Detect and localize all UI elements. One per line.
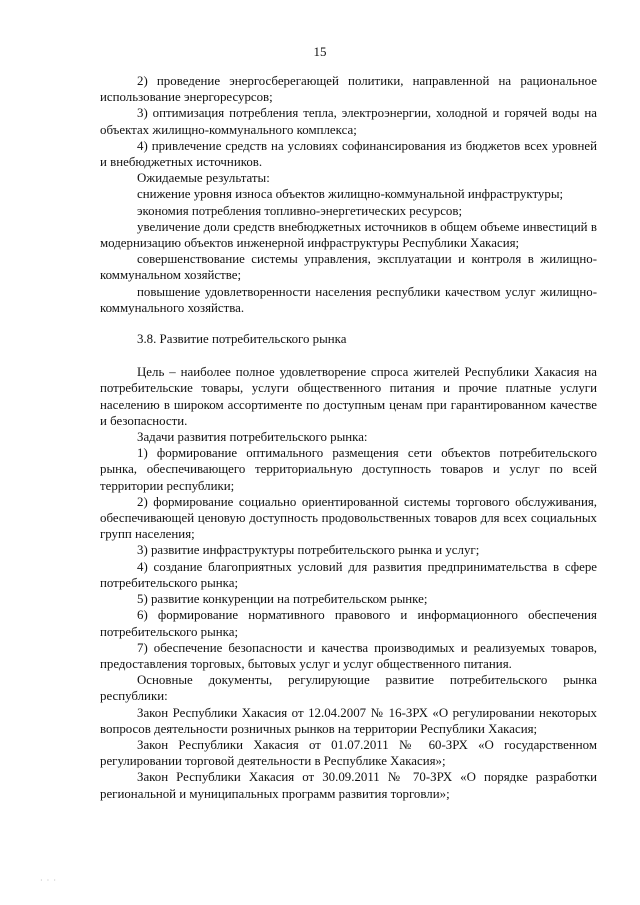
paragraph: 4) привлечение средств на условиях софинансирования из бюджетов всех уровней и внебюджетных источников.	[100, 138, 597, 170]
paragraph: Закон Республики Хакасия от 30.09.2011 № 70-ЗРХ «О порядке разработки региональной и муниципальных программ развития торговли»;	[100, 770, 597, 801]
document-body	[100, 73, 597, 802]
paragraph: 6) формирование нормативного правового и информационного обеспечения потребительского рынка;	[100, 608, 597, 639]
paragraph: Цель – наиболее полное удовлетворение спроса жителей Республики Хакасия на потребительские товары, услуги общественного питания и прочие платные услуги населению в широком ассортименте по доступным ценам при гарантированном качестве и безопасности.	[100, 365, 597, 428]
paragraph: 4) создание благоприятных условий для развития предпринимательства в сфере потребительского рынка;	[100, 559, 597, 590]
paragraph: 3) развитие инфраструктуры потребительского рынка и услуг;	[137, 543, 480, 558]
paragraph: Основные документы, регулирующие развитие потребительского рынка республики:	[100, 673, 597, 704]
paragraph: Ожидаемые результаты:	[137, 171, 270, 186]
paragraph: Задачи развития потребительского рынка:	[137, 430, 368, 445]
paragraph: экономия потребления топливно-энергетических ресурсов;	[137, 203, 463, 218]
paragraph: Закон Республики Хакасия от 01.07.2011 № 60-ЗРХ «О государственном регулировании торговой деятельности в Республике Хакасия»;	[100, 737, 597, 769]
section-heading: 3.8. Развитие потребительского рынка	[137, 332, 347, 347]
paragraph: совершенствование системы управления, эксплуатации и контроля в жилищно-коммунальном хозяйстве;	[100, 252, 597, 283]
paragraph: 5) развитие конкуренции на потребительском рынке;	[137, 592, 428, 607]
paragraph: 3) оптимизация потребления тепла, электроэнергии, холодной и горячей воды на объектах жилищно-коммунального комплекса;	[100, 106, 597, 137]
paragraph: Закон Республики Хакасия от 12.04.2007 № 16-ЗРХ «О регулировании некоторых вопросов деятельности розничных рынков на территории Республики Хакасия;	[100, 705, 597, 736]
paragraph: 7) обеспечение безопасности и качества производимых и реализуемых товаров, предоставления торговых, бытовых услуг и услуг общественного питания.	[100, 640, 597, 671]
page-number: 15	[313, 44, 327, 59]
paragraph: 2) проведение энергосберегающей политики, направленной на рациональное использование энергоресурсов;	[100, 74, 597, 105]
paragraph: увеличение доли средств внебюджетных источников в общем объеме инвестиций в модернизацию объектов инженерной инфраструктуры Республики Хакасия;	[100, 219, 597, 251]
paragraph: 1) формирование оптимального размещения сети объектов потребительского рынка, обеспечивающего территориальную доступность товаров и услуг по всей территории республики;	[100, 446, 597, 493]
scan-mark: · · ·	[40, 876, 57, 885]
paragraph: повышение удовлетворенности населения республики качеством услуг жилищно-коммунального хозяйства.	[100, 284, 597, 315]
paragraph: 2) формирование социально ориентированной системы торгового обслуживания, обеспечивающей ценовую доступность продовольственных товаров для всех социальных групп населения;	[100, 494, 597, 542]
paragraph: снижение уровня износа объектов жилищно-коммунальной инфраструктуры;	[137, 187, 564, 202]
